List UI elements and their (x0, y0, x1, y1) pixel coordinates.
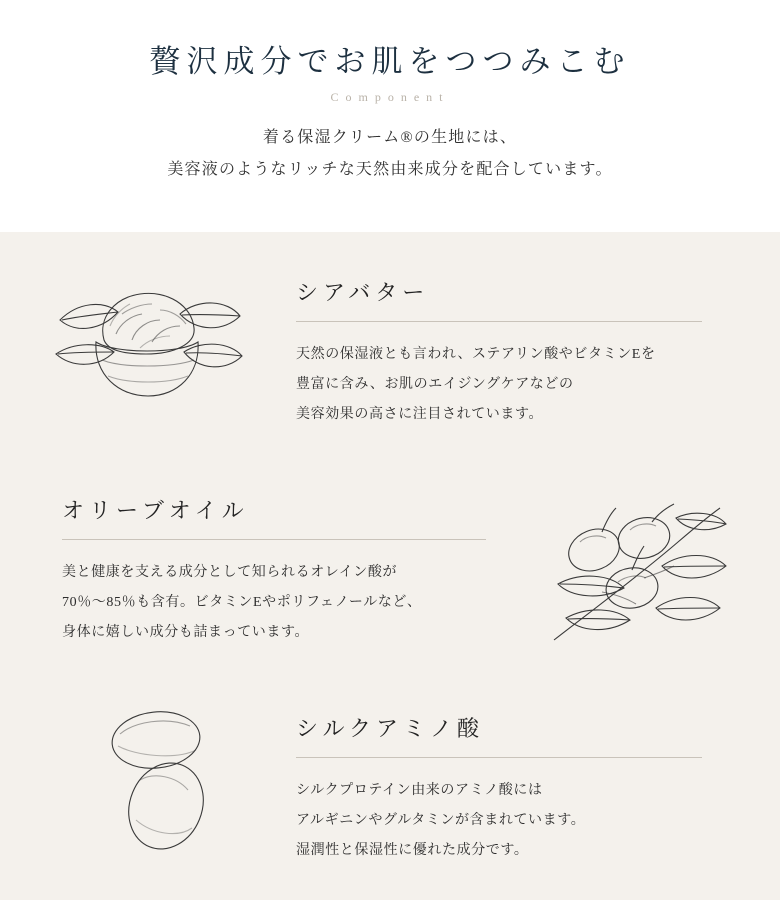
ingredient-description-olive-line-2: 70％〜85％も含有。ビタミンEやポリフェノールなど、 (62, 595, 422, 610)
ingredient-description-silk-line-2: アルギニンやグルタミンが含まれています。 (296, 813, 586, 828)
shea-nut-illustration (48, 268, 248, 408)
page-subtitle: Component (330, 90, 450, 104)
ingredient-description-olive-line-1: 美と健康を支える成分として知られるオレイン酸が (62, 565, 398, 580)
page-lead (0, 122, 780, 186)
page-lead-line-1: 着る保湿クリーム®の生地には、 (262, 129, 518, 146)
ingredient-description-shea-line-2: 豊富に含み、お肌のエイジングケアなどの (296, 377, 574, 392)
divider-olive (62, 539, 486, 540)
silk-cocoon-illustration (96, 702, 236, 852)
ingredient-content-olive (62, 494, 492, 648)
ingredient-description-silk-line-1: シルクプロテイン由来のアミノ酸には (296, 783, 543, 798)
ingredient-content-shea (296, 276, 716, 430)
ingredient-title-olive: オリーブオイル (62, 498, 249, 523)
ingredient-description-silk-line-3: 湿潤性と保湿性に優れた成分です。 (296, 843, 529, 858)
page-header (0, 0, 780, 232)
olive-branch-illustration (540, 492, 730, 662)
ingredient-description-silk (296, 776, 716, 866)
page-title: 贅沢成分でお肌をつつみこむ (149, 44, 631, 79)
ingredient-title-silk: シルクアミノ酸 (296, 716, 485, 741)
ingredient-description-shea (296, 340, 716, 430)
divider-silk (296, 757, 702, 758)
ingredient-title-shea: シアバター (296, 280, 430, 305)
ingredient-description-shea-line-3: 美容効果の高さに注目されています。 (296, 407, 544, 422)
divider-shea (296, 321, 702, 322)
page-lead-line-2: 美容液のようなリッチな天然由来成分を配合しています。 (167, 161, 613, 178)
ingredient-description-shea-line-1: 天然の保湿液とも言われ、ステアリン酸やビタミンEを (296, 347, 656, 362)
ingredient-content-silk (296, 712, 716, 866)
ingredient-description-olive-line-3: 身体に嬉しい成分も詰まっています。 (62, 625, 310, 640)
ingredient-description-olive (62, 558, 492, 648)
